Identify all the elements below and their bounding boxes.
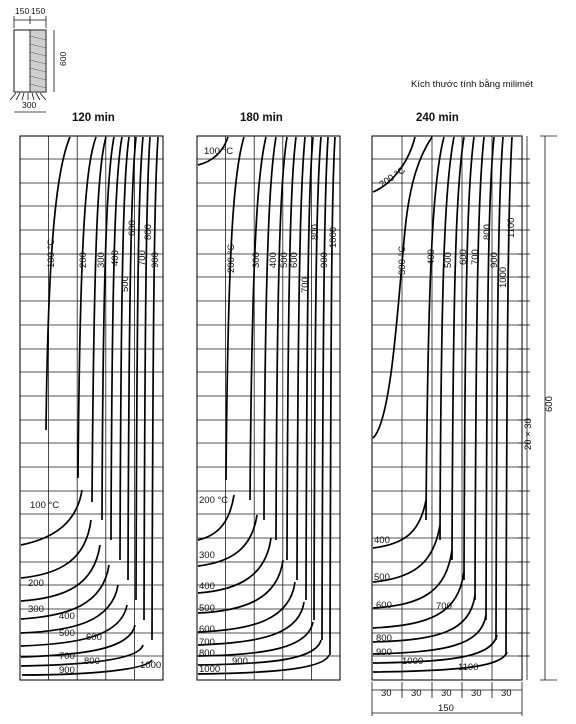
isotherm-label: 600 [289,252,300,268]
isotherm-label: 900 [232,656,248,667]
isotherm-label: 700 [199,637,215,648]
isotherm-label: 200 [28,578,44,589]
key-width-1: 150 [15,6,30,16]
isotherm-label: 800 [310,224,321,240]
units-note: Kích thước tính bằng milimét [411,79,533,90]
isotherm-label: 1000 [140,660,162,671]
isotherm-label: 500 [279,252,290,268]
isotherm-label: 400 [426,249,437,265]
isotherm-label: 700 [470,249,481,265]
isotherm-label: 300 [96,252,107,268]
isotherm-label: 300 [199,550,215,561]
isotherm-label: 800 [143,224,154,240]
isotherm-label: 600 [86,632,102,643]
dim-cell: 30 [441,688,452,699]
isotherm-label: 800 [482,224,493,240]
isotherm-label: 700 [59,651,75,662]
isotherm-label: 700 [300,277,311,293]
dim-cell: 30 [501,688,512,699]
isotherm-label: 1000 [199,664,221,675]
isotherm-label: 500 [443,252,454,268]
key-width-2: 150 [31,6,46,16]
section-key [10,6,68,112]
panel-title: 180 min [240,112,283,124]
panel-title: 240 min [416,112,459,124]
key-height: 600 [58,51,68,66]
isotherm-label: 1000 [328,226,339,248]
isotherm-label: 100 °C [46,238,57,268]
isotherm-label: 800 [84,656,100,667]
isotherm-label: 800 [376,633,392,644]
isotherm-label: 400 [110,250,121,266]
isotherm-label: 800 [199,648,215,659]
isotherm-label: 1100 [458,662,479,673]
isotherm-label: 200 °C [377,164,408,191]
dim-spacing: 20 × 30 [523,418,534,450]
panel-240 [372,112,522,680]
panel-120 [20,112,163,680]
isotherm-label: 1000 [498,266,509,288]
isotherm-label: 100 °C [204,146,234,157]
dim-cell: 30 [381,688,392,699]
isotherm-label: 500 [374,572,390,583]
dim-cell: 30 [411,688,422,699]
isotherm-label: 500 [59,628,75,639]
isotherm-label: 500 [199,603,215,614]
key-base: 300 [22,100,37,110]
isotherm-label: 400 [199,581,215,592]
dim-cell: 30 [471,688,482,699]
isotherm-label: 700 [137,250,148,266]
isotherm-label: 900 [150,252,161,268]
panel-180 [197,112,340,680]
panel-title: 120 min [72,112,115,124]
isotherm-label: 600 [199,624,215,635]
isotherm-label: 900 [376,647,392,658]
isotherm-label: 900 [59,665,75,676]
isotherm-label: 200 [78,252,89,268]
isotherm-label: 300 [28,604,44,615]
isotherm-label: 1100 [506,217,517,238]
isotherm-label: 400 [59,611,75,622]
isotherm-label: 600 [376,600,392,611]
isotherm-label: 500 [120,276,131,292]
isotherm-label: 200 °C [226,243,237,273]
isotherm-label: 1000 [402,656,424,667]
isotherm-label: 900 [319,252,330,268]
isotherm-label: 900 [489,252,500,268]
bottom-dimensions [372,682,522,716]
isotherm-label: 700 [436,601,452,612]
isotherm-label: 400 [374,535,390,546]
dim-height: 600 [544,396,555,412]
right-dimensions [518,136,557,680]
isotherm-label: 200 °C [199,495,229,506]
isotherm-label: 300 °C [397,245,408,275]
isotherm-label: 100 °C [30,500,60,511]
isotherm-label: 300 [251,252,262,268]
isotherm-label: 600 [127,220,138,236]
isotherm-label: 600 [458,249,469,265]
isotherm-label: 400 [268,252,279,268]
dim-total: 150 [438,703,454,714]
